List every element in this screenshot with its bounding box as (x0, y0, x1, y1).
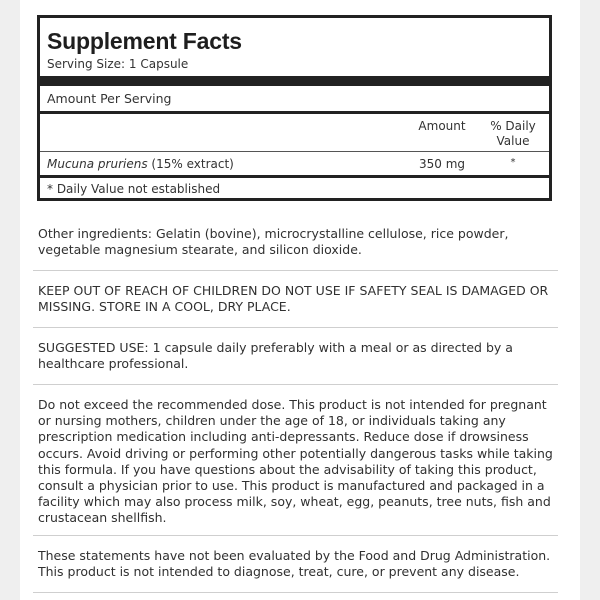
suggested-use-text: SUGGESTED USE: 1 capsule daily preferably with a meal or as directed by a healthcare professional. (38, 340, 513, 372)
warning-text: KEEP OUT OF REACH OF CHILDREN DO NOT USE IF SAFETY SEAL IS DAMAGED OR MISSING. STORE IN A COOL, DRY PLACE. (38, 283, 549, 315)
ingredient-daily-value: * (510, 157, 516, 168)
ingredient-name (47, 157, 234, 171)
ingredient-latin-name: Mucuna pruriens (47, 157, 148, 171)
serving-size: Serving Size: 1 Capsule (47, 57, 189, 71)
thick-divider (40, 76, 549, 86)
amount-per-serving: Amount Per Serving (47, 91, 172, 106)
section-divider (33, 270, 558, 271)
ingredient-extract: (15% extract) (147, 157, 234, 171)
medium-divider (40, 175, 549, 178)
medium-divider (40, 111, 549, 114)
caution-text: Do not exceed the recommended dose. This product is not intended for pregnant or nursing mothers, children under the age of 18, or individuals taking any prescription medication including anti-depressants. Reduce dose if drowsiness occurs. Avoid driving or performing other potentially dangerous tasks while taking this formula. If you have questions about the advisability of taking this product, consult a physician prior to use. This product is manufactured and packaged in a facility which may also process milk, soy, wheat, egg, peanuts, tree nuts, fish and crustacean shellfish. (38, 397, 553, 526)
column-header-daily-value: % Daily Value (490, 119, 536, 148)
facts-title: Supplement Facts (47, 28, 242, 54)
ingredient-amount: 350 mg (418, 157, 466, 171)
section-divider (33, 535, 558, 536)
section-divider (33, 384, 558, 385)
thin-divider (40, 151, 549, 152)
section-divider (33, 327, 558, 328)
supplement-facts-panel (37, 15, 552, 201)
fda-disclaimer-text: These statements have not been evaluated by the Food and Drug Administration. This product is not intended to diagnose, treat, cure, or prevent any disease. (38, 548, 551, 580)
section-divider (33, 592, 558, 593)
other-ingredients-text: Other ingredients: Gelatin (bovine), microcrystalline cellulose, rice powder, vegetable magnesium stearate, and silicon dioxide. (38, 226, 509, 258)
daily-value-footnote: * Daily Value not established (47, 182, 221, 196)
column-header-amount: Amount (418, 119, 466, 133)
